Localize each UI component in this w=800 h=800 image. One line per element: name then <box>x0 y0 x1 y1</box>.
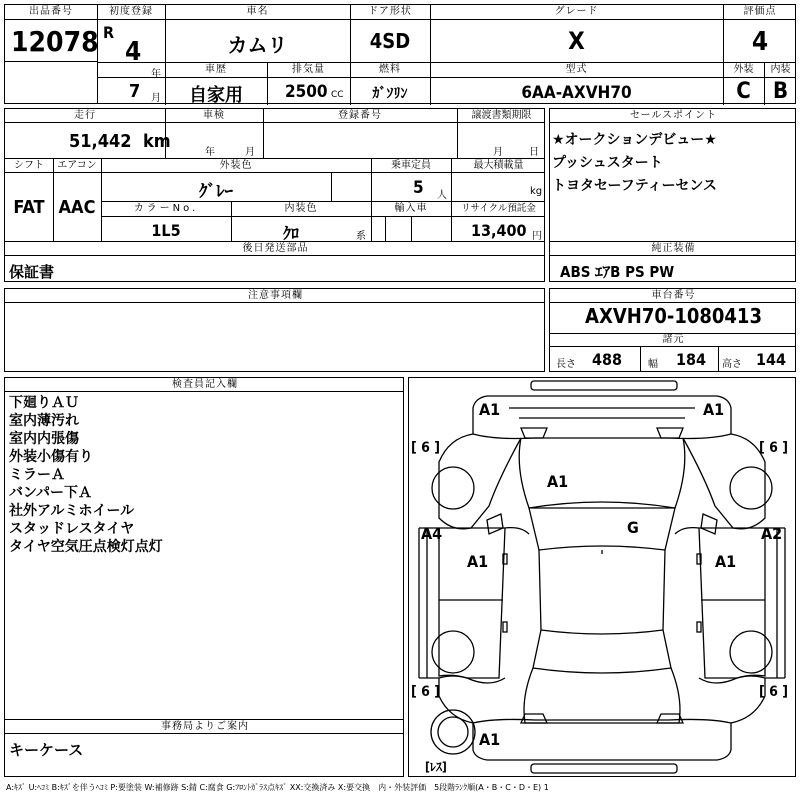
left-side-a4-mark: A4 <box>421 524 443 543</box>
recycle-deposit-value: 13,400 <box>471 221 527 240</box>
color-number-label: カラーNo. <box>133 203 199 214</box>
grade-label: グレード <box>554 6 599 17</box>
later-parts-label: 後日発送部品 <box>242 243 309 254</box>
first-registration-month: 7 <box>129 81 141 102</box>
interior-color-value: ｸﾛ <box>282 224 299 243</box>
model-code-value: 6AA-AXVH70 <box>521 83 632 103</box>
shift-label: シフト <box>14 160 44 171</box>
chassis-specs-box <box>549 288 796 372</box>
color-number-value: 1L5 <box>151 221 181 240</box>
tire-rear-right-depth: [ 6 ] <box>759 684 789 700</box>
door-type-value: 4SD <box>369 29 411 53</box>
inspector-line-2: 室内薄汚れ <box>9 413 79 429</box>
score-label: 評価点 <box>743 6 777 17</box>
sales-points-label: セールスポイント <box>629 110 718 121</box>
fuel-value: ｶﾞｿﾘﾝ <box>372 86 408 102</box>
front-left-a1-mark: A1 <box>479 400 501 419</box>
interior-grade-label: 内装 <box>770 64 791 75</box>
inspector-line-5: ミラーＡ <box>9 467 65 483</box>
capacity-label: 乗車定員 <box>391 160 431 171</box>
vehicle-details-block <box>4 108 545 282</box>
max-load-unit: kg <box>530 186 543 197</box>
history-value: 自家用 <box>189 85 243 106</box>
width-label: 幅 <box>648 359 658 370</box>
specs-label: 諸元 <box>662 334 685 345</box>
first-registration-month-unit: 月 <box>151 93 161 104</box>
right-side-a2-mark: A2 <box>761 524 783 543</box>
equipment-label: 純正装備 <box>651 243 696 254</box>
later-parts-value: 保証書 <box>9 263 55 281</box>
tire-front-left-depth: [ 6 ] <box>411 440 441 456</box>
inspection-month-unit: 月 <box>245 147 255 158</box>
front-right-a1-mark: A1 <box>703 400 725 419</box>
score-value: 4 <box>751 27 769 57</box>
interior-grade-value: B <box>772 79 789 104</box>
aircon-value: AAC <box>58 197 96 218</box>
displacement-value: 2500 <box>285 82 328 102</box>
height-value: 144 <box>756 350 787 369</box>
chassis-number-label: 車台番号 <box>651 290 696 301</box>
car-name-value: カムリ <box>227 33 288 57</box>
mileage-label: 走行 <box>74 110 96 121</box>
transfer-deadline-day-unit: 日 <box>529 147 539 158</box>
mileage-value: 51,442 <box>69 131 132 152</box>
inspector-line-9: タイヤ空気圧点検灯点灯 <box>9 539 163 555</box>
max-load-label: 最大積載量 <box>473 160 524 171</box>
displacement-label: 排気量 <box>292 64 325 75</box>
capacity-unit: 人 <box>437 190 447 201</box>
exterior-grade-label: 外装 <box>733 64 754 75</box>
registration-number-label: 登録番号 <box>338 110 382 121</box>
inspection-year-unit: 年 <box>205 147 215 158</box>
sales-points-box <box>549 108 796 282</box>
exterior-grade-value: C <box>736 79 751 104</box>
sales-point-line-3: トヨタセーフティーセンス <box>552 178 717 194</box>
recycle-deposit-label: リサイクル預託金 <box>461 203 536 214</box>
inspector-line-8: スタッドレスタイヤ <box>9 521 135 537</box>
shift-value: FAT <box>13 197 45 218</box>
transfer-deadline-label: 譲渡書類期限 <box>471 110 532 121</box>
spare-tire-label: [ﾚｽ] <box>425 760 447 774</box>
rear-a1-mark: A1 <box>479 730 501 749</box>
car-diagram-box <box>408 377 796 777</box>
first-registration-era: R <box>103 23 115 42</box>
recycle-deposit-unit: 円 <box>532 231 542 242</box>
tire-rear-left-depth: [ 6 ] <box>411 684 441 700</box>
exterior-color-label: 外装色 <box>219 160 253 171</box>
length-value: 488 <box>592 350 623 369</box>
windshield-g-mark: G <box>627 518 639 537</box>
inspection-label: 車検 <box>203 110 225 121</box>
lot-number-label: 出品番号 <box>29 6 73 17</box>
inspector-line-3: 室内内張傷 <box>9 431 79 447</box>
history-label: 車歴 <box>205 64 227 75</box>
car-outline-diagram <box>409 378 795 776</box>
length-label: 長さ <box>556 359 576 370</box>
equipment-value: ABS ｴｱB PS PW <box>560 263 675 281</box>
sales-point-line-2: プッシュスタート <box>552 155 663 171</box>
width-value: 184 <box>676 350 707 369</box>
interior-color-label: 内装色 <box>284 203 318 214</box>
inspector-notes-box <box>4 377 404 777</box>
mileage-unit: km <box>143 131 171 152</box>
capacity-value: 5 <box>413 178 424 198</box>
chassis-number-value: AXVH70-1080413 <box>585 304 762 328</box>
first-registration-year: 4 <box>125 37 142 67</box>
damage-legend: A:ｷｽﾞ U:ﾍｺﾐ B:ｷｽﾞを伴うﾍｺﾐ P:要塗装 W:補修跡 S:錆 C:腐食 G:ﾌﾛﾝﾄｶﾞﾗｽ点ｷｽﾞ XX:交換済み X:要交換 内・外装評価 5段階ﾗﾝｸ順(A・B・C・D・E) 1 <box>6 783 549 792</box>
inspector-line-1: 下廻りＡＵ <box>9 395 79 411</box>
car-name-label: 車名 <box>246 6 269 17</box>
notes-label: 注意事項欄 <box>248 290 303 301</box>
interior-color-unit: 系 <box>356 231 366 242</box>
notes-box <box>4 288 545 372</box>
inspector-notes-label: 検査員記入欄 <box>172 379 238 390</box>
first-registration-label: 初度登録 <box>109 6 153 17</box>
inspector-line-7: 社外アルミホイール <box>9 503 135 519</box>
first-registration-year-unit: 年 <box>151 69 161 80</box>
importer-label: 輸入車 <box>394 203 428 214</box>
transfer-deadline-month-unit: 月 <box>493 147 503 158</box>
inspector-line-6: バンパー下Ａ <box>9 485 93 501</box>
height-label: 高さ <box>722 359 742 370</box>
exterior-color-value: ｸﾞﾚｰ <box>199 182 233 202</box>
office-notice-label: 事務局よりご案内 <box>161 721 249 732</box>
left-door-a1-mark: A1 <box>467 552 489 571</box>
door-type-label: ドア形状 <box>368 6 412 17</box>
hood-a1-mark: A1 <box>547 472 569 491</box>
lot-number-value: 12078 <box>11 25 99 58</box>
right-door-a1-mark: A1 <box>715 552 737 571</box>
fuel-label: 燃料 <box>379 64 401 75</box>
tire-front-right-depth: [ 6 ] <box>759 440 789 456</box>
aircon-label: エアコン <box>57 160 97 171</box>
top-info-block <box>4 4 796 104</box>
inspector-line-4: 外装小傷有り <box>9 449 93 465</box>
sales-point-line-1: ★オークションデビュー★ <box>552 132 717 148</box>
model-code-label: 型式 <box>565 64 588 75</box>
displacement-unit: CC <box>331 90 344 100</box>
office-notice-value: キーケース <box>9 741 84 759</box>
grade-value: X <box>568 27 585 55</box>
